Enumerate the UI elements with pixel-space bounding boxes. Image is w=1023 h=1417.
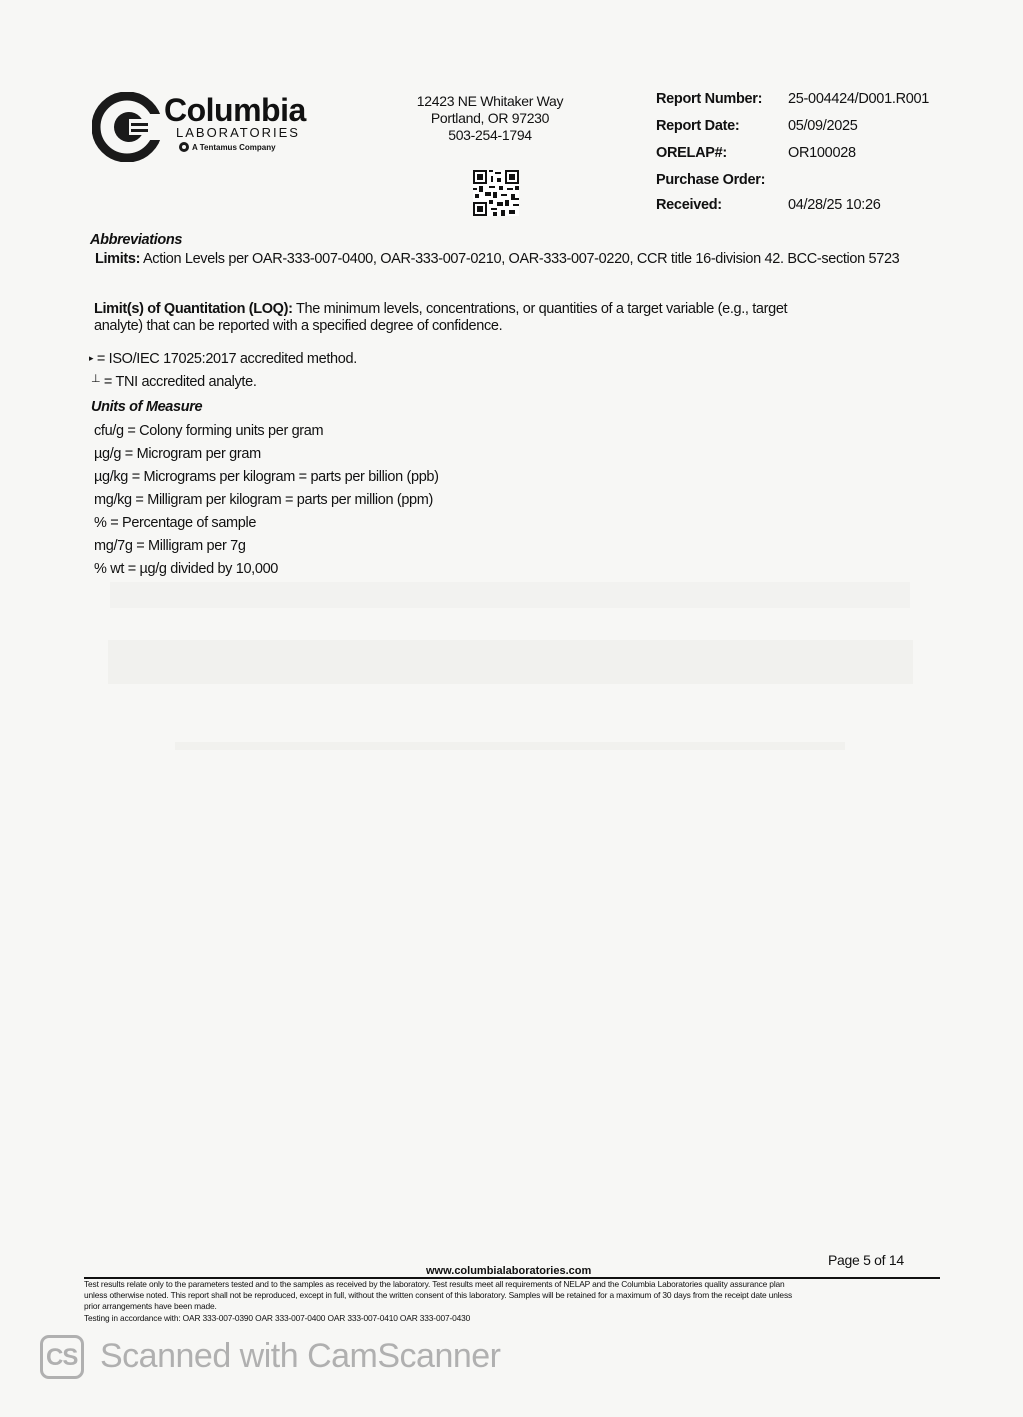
logo-subtitle: LABORATORIES	[176, 125, 300, 140]
report-date-label: Report Date:	[656, 118, 740, 134]
tni-text: = TNI accredited analyte.	[103, 374, 257, 390]
unit-item: % wt = µg/g divided by 10,000	[94, 561, 279, 577]
logo-name: Columbia	[164, 92, 306, 128]
address-phone: 503-254-1794	[448, 127, 532, 143]
footer-disclaimer-1: Test results relate only to the parameters tested and to the samples as received by the laboratory. Test results meet all requirements of NELAP and the Columbia Laboratories quality assurance plan	[84, 1279, 785, 1289]
tni-line	[91, 372, 257, 390]
units-heading: Units of Measure	[91, 399, 203, 415]
received-label: Received:	[656, 197, 722, 213]
iso-symbol-icon: ▸	[89, 353, 94, 363]
received-value: 04/28/25 10:26	[788, 197, 881, 213]
footer-disclaimer-3: prior arrangements have been made.	[84, 1301, 217, 1311]
loq-text-1: The minimum levels, concentrations, or quantities of a target variable (e.g., target	[295, 301, 788, 317]
unit-item: cfu/g = Colony forming units per gram	[94, 423, 324, 439]
loq-line-1	[94, 301, 787, 317]
camscanner-watermark: Scanned with CamScanner	[100, 1337, 501, 1375]
unit-item: µg/g = Microgram per gram	[94, 446, 261, 462]
unit-item: mg/kg = Milligram per kilogram = parts per million (ppm)	[94, 492, 433, 508]
unit-item: mg/7g = Milligram per 7g	[94, 538, 246, 554]
loq-text-2: analyte) that can be reported with a specified degree of confidence.	[94, 318, 503, 334]
tentamus-icon	[178, 141, 190, 153]
limits-text: Action Levels per OAR-333-007-0400, OAR-333-007-0210, OAR-333-007-0220, CCR title 16-division 42. BCC-section 5723	[142, 251, 900, 267]
loq-label: Limit(s) of Quantitation (LOQ):	[94, 301, 293, 317]
abbreviations-heading: Abbreviations	[90, 232, 183, 248]
page-number: Page 5 of 14	[828, 1252, 904, 1268]
report-date-value: 05/09/2025	[788, 118, 858, 134]
footer-disclaimer-2: unless otherwise noted. This report shall not be reproduced, except in full, without the written consent of this laboratory. Samples will be retained for a maximum of 30 days from the receipt date unless	[84, 1290, 793, 1300]
company-logo	[92, 92, 312, 166]
unit-item: µg/kg = Micrograms per kilogram = parts per billion (ppb)	[94, 469, 439, 485]
purchase-order-label: Purchase Order:	[656, 172, 766, 188]
website-link[interactable]: www.columbialaboratories.com	[426, 1265, 592, 1277]
qr-code-icon	[473, 170, 519, 216]
limits-label: Limits:	[95, 251, 141, 267]
unit-item: % = Percentage of sample	[94, 515, 257, 531]
address-city: Portland, OR 97230	[430, 110, 550, 126]
orelap-label: ORELAP#:	[656, 145, 727, 161]
tni-symbol-icon: ⊥	[91, 373, 101, 385]
logo-tagline: A Tentamus Company	[192, 143, 276, 152]
lab-address	[400, 93, 580, 144]
iso-line	[89, 351, 357, 367]
show-through-band	[110, 582, 910, 608]
columbia-logo-icon	[92, 92, 162, 162]
limits-line	[95, 251, 899, 267]
orelap-value: OR100028	[788, 145, 856, 161]
show-through-band	[108, 640, 913, 684]
show-through-line	[175, 742, 845, 750]
camscanner-badge-text: CS	[46, 1344, 78, 1371]
report-number-value: 25-004424/D001.R001	[788, 91, 930, 107]
iso-text: = ISO/IEC 17025:2017 accredited method.	[96, 351, 357, 367]
camscanner-logo-icon	[40, 1335, 84, 1379]
report-number-label: Report Number:	[656, 91, 763, 107]
footer-testing-standards: Testing in accordance with: OAR 333-007-0390 OAR 333-007-0400 OAR 333-007-0410 OAR 333-007-0430	[84, 1313, 471, 1323]
address-street: 12423 NE Whitaker Way	[416, 93, 564, 109]
